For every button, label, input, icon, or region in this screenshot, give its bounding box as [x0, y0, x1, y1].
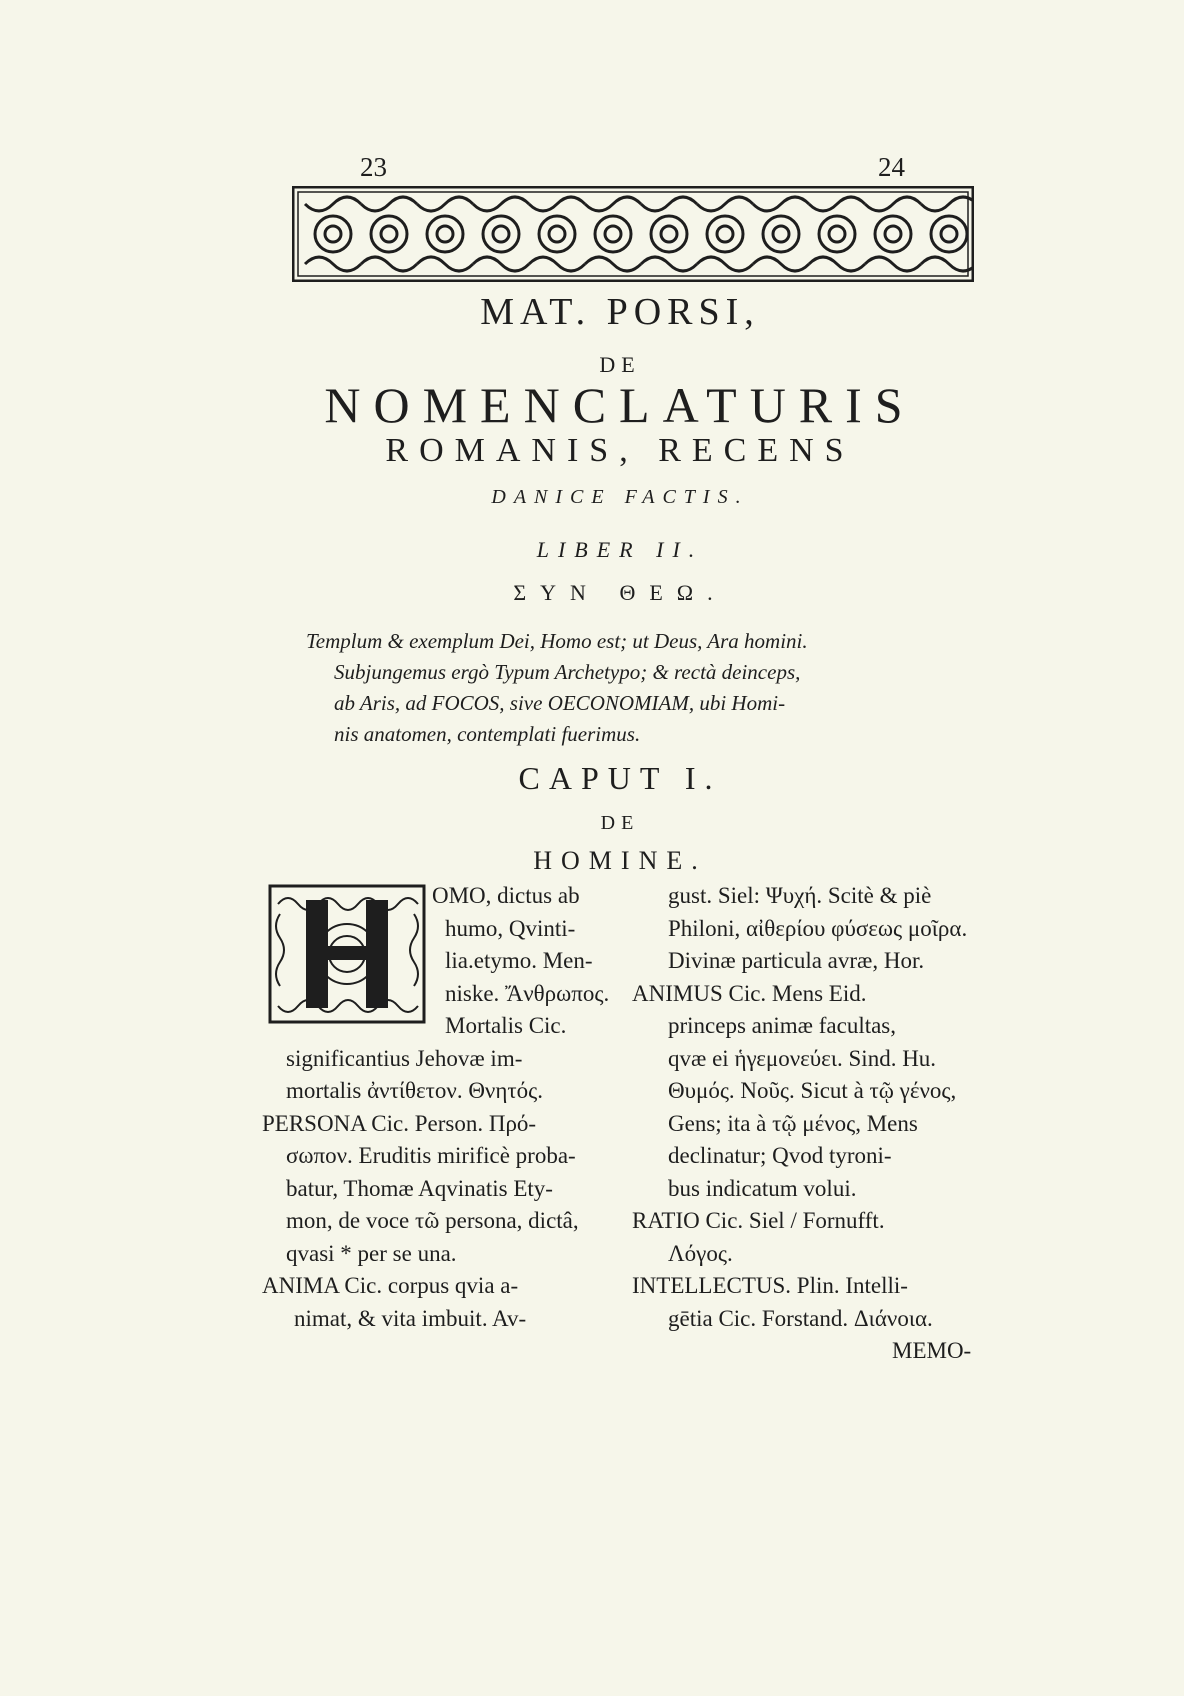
text-line: mon, de voce τῶ persona, dictâ,: [286, 1208, 579, 1233]
preface-line: nis anatomen, contemplati fuerimus.: [334, 722, 641, 746]
text-line: σωπον. Eruditis mirificè proba-: [286, 1143, 576, 1168]
ornamental-headpiece: [292, 186, 974, 282]
text-line: RATIO Cic. Siel / Fornufft.: [632, 1208, 885, 1233]
preface-line: Templum & exemplum Dei, Homo est; ut Deus, Ara homini.: [306, 629, 808, 653]
book-number: LIBER II.: [536, 537, 704, 562]
text-line: PERSONA Cic. Person. Πρό-: [262, 1110, 537, 1136]
text-line: qvasi * per se una.: [286, 1240, 457, 1266]
greek-invocation: ΣΥΝ ΘΕΩ.: [513, 580, 727, 605]
text-line: gētia Cic. Forstand. Διάνοια.: [668, 1305, 933, 1331]
preface-line: ab Aris, ad FOCOS, sive OECONOMIAM, ubi Homi-: [334, 691, 786, 715]
chapter-subject: HOMINE.: [533, 846, 707, 875]
title-de: DE: [599, 352, 641, 377]
left-column: [262, 880, 632, 1335]
title-line-1: NOMENCLATURIS: [324, 377, 916, 433]
text-line: Gens; ita à τῷ μένος, Mens: [668, 1110, 918, 1136]
text-line: princeps animæ facultas,: [668, 1013, 897, 1038]
text-line: niske. Ἄνθρωπος.: [445, 980, 610, 1006]
text-line: qvæ ei ἡγεμονεύει. Sind. Hu.: [668, 1045, 937, 1071]
text-line: batur, Thomæ Aqvinatis Ety-: [286, 1175, 553, 1201]
preface-paragraph: [306, 626, 946, 750]
text-line: lia.etymo. Men-: [445, 948, 593, 973]
text-line: humo, Qvinti-: [445, 915, 576, 941]
text-line: INTELLECTUS. Plin. Intelli-: [632, 1273, 908, 1298]
text-line: ANIMUS Cic. Mens Eid.: [632, 980, 867, 1006]
text-line: significantius Jehovæ im-: [286, 1045, 523, 1071]
right-column: [632, 880, 998, 1368]
text-line: declinatur; Qvod tyroni-: [668, 1143, 892, 1168]
chapter-de: DE: [600, 812, 640, 834]
text-line: Θυμός. Νοῦς. Sicut à τῷ γένος,: [668, 1078, 957, 1103]
text-line: OMO, dictus ab: [432, 883, 580, 908]
page-number-left: 23: [360, 152, 387, 182]
text-line: Philoni, αἰθερίου φύσεως μοῖρα.: [668, 915, 968, 941]
text-line: ANIMA Cic. corpus qvia a-: [262, 1273, 519, 1298]
author-line: MAT. PORSI,: [480, 291, 760, 333]
text-line: Divinæ particula avræ, Hor.: [668, 948, 925, 973]
text-line: mortalis ἀντίθετον. Θνητός.: [286, 1078, 543, 1103]
preface-line: Subjungemus ergò Typum Archetypo; & rectà deinceps,: [334, 660, 801, 684]
page-number-right: 24: [878, 152, 905, 182]
title-line-3: DANICE FACTIS.: [491, 486, 749, 508]
text-line: MEMO-: [892, 1338, 972, 1363]
title-line-2: ROMANIS, RECENS: [385, 432, 855, 469]
text-line: bus indicatum volui.: [668, 1175, 857, 1201]
text-line: Mortalis Cic.: [445, 1013, 567, 1038]
chapter-heading: CAPUT I.: [518, 760, 722, 796]
text-line: gust. Siel: Ψυχή. Scitè & piè: [668, 883, 932, 908]
text-line: nimat, & vita imbuit. Av-: [294, 1305, 527, 1331]
text-line: Λόγος.: [668, 1240, 733, 1266]
